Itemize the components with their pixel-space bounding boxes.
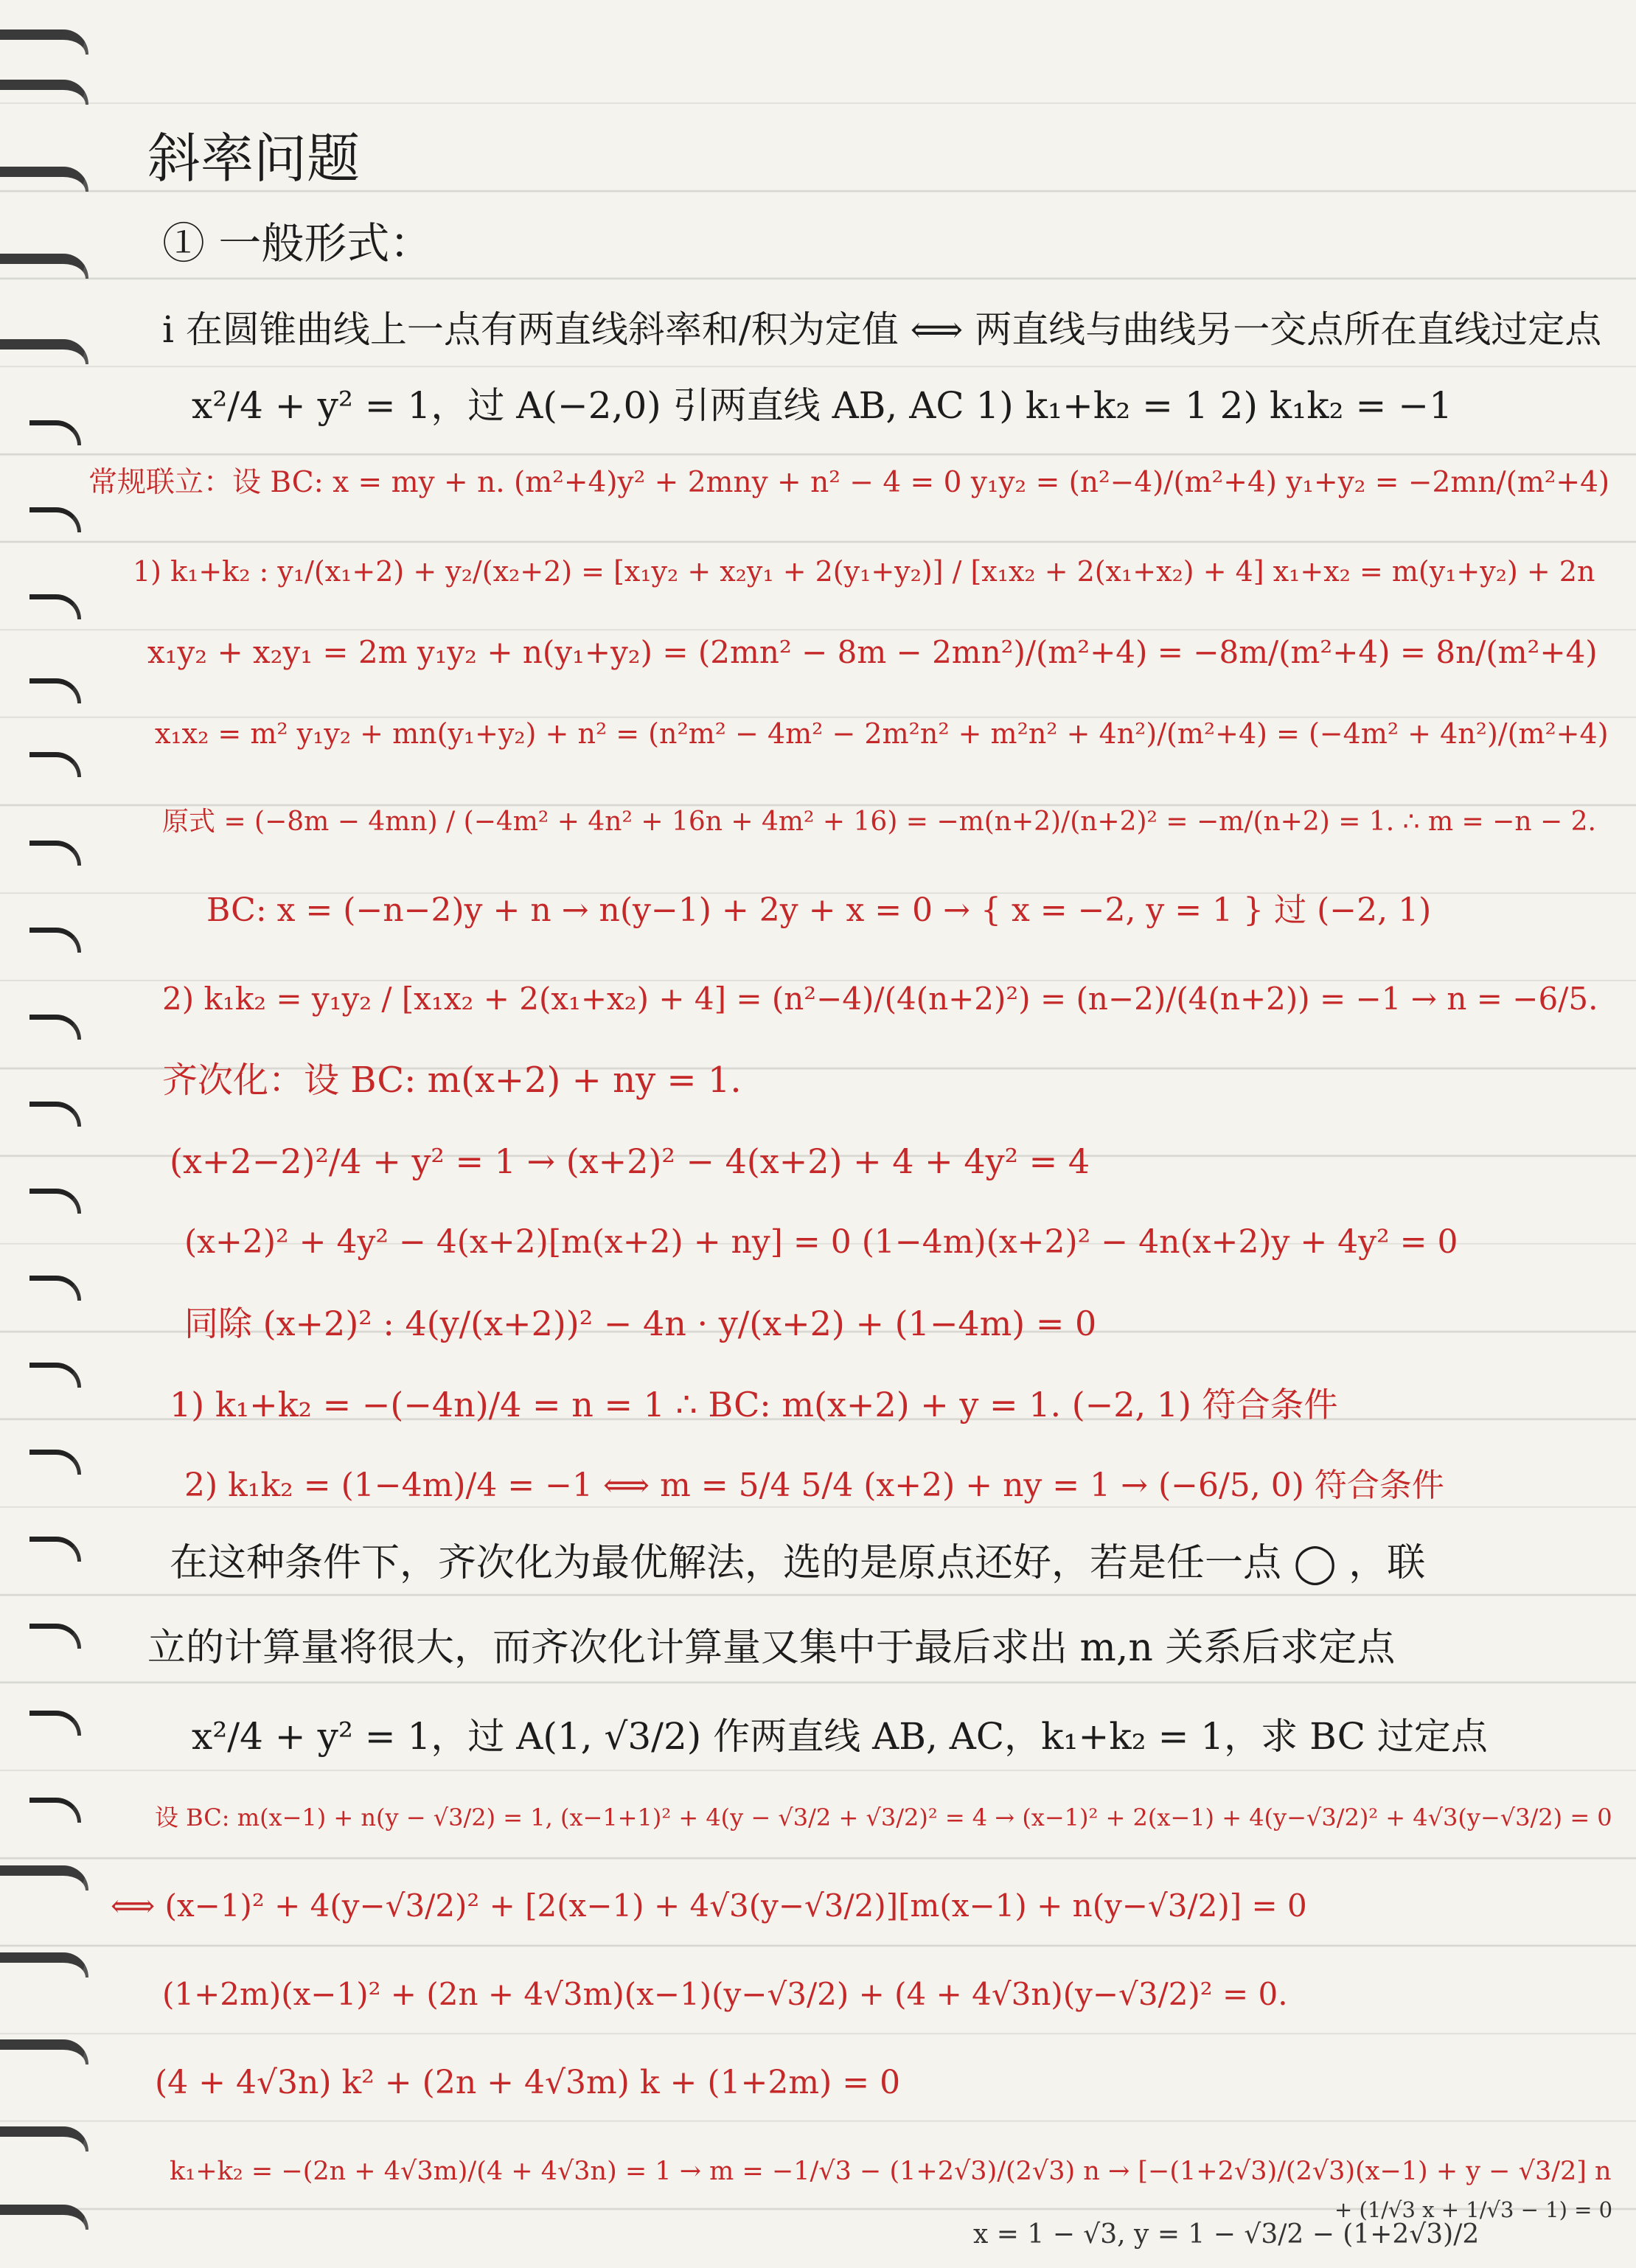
note-line: 原式 = (−8m − 4mn) / (−4m² + 4n² + 16n + 4m² + 16) = −m(n+2)/(n+2)² = −m/(n+2) = 1. ∴ m = −n − 2. [162,807,1596,837]
binding-ring [0,2126,88,2152]
binding-ring [29,1450,81,1475]
note-line: (4 + 4√3n) k² + (2n + 4√3m) k + (1+2m) = 0 [155,2064,901,2101]
binding-ring [29,928,81,953]
binding-ring [29,1624,81,1649]
binding-ring [29,1015,81,1040]
note-line: 2) k₁k₂ = (1−4m)/4 = −1 ⟺ m = 5/4 5/4 (x+2) + ny = 1 → (−6/5, 0) 符合条件 [184,1467,1444,1504]
note-line: (x+2)² + 4y² − 4(x+2)[m(x+2) + ny] = 0 (1−4m)(x+2)² − 4n(x+2)y + 4y² = 0 [184,1223,1458,1261]
binding-ring [29,1798,81,1823]
side-note: + (1/√3 x + 1/√3 − 1) = 0 [1334,2197,1613,2222]
binding-ring [0,2039,88,2064]
binding-ring [0,2205,88,2230]
binding-ring [0,29,88,55]
note-line: 1) k₁+k₂ = −(−4n)/4 = n = 1 ∴ BC: m(x+2) + y = 1. (−2, 1) 符合条件 [170,1385,1338,1425]
binding-ring [0,1865,88,1890]
binding-ring [29,507,81,532]
spiral-binding [0,0,81,2268]
binding-ring [0,254,88,279]
note-line: 1) k₁+k₂ : y₁/(x₁+2) + y₂/(x₂+2) = [x₁y₂ + x₂y₁ + 2(y₁+y₂)] / [x₁x₂ + 2(x₁+x₂) + 4] x₁+x₂ = m(y₁+y₂) + 2n [133,555,1595,588]
note-line: 常规联立：设 BC: x = my + n. (m²+4)y² + 2mny + n² − 4 = 0 y₁y₂ = (n²−4)/(m²+4) y₁+y₂ = −2mn/(m²+4) [88,466,1610,499]
note-line: 设 BC: m(x−1) + n(y − √3/2) = 1, (x−1+1)² + 4(y − √3/2 + √3/2)² = 4 → (x−1)² + 2(x−1) + 4(y−√3/2)² + 4√3(y−√3/2) = 0 [155,1803,1612,1832]
note-line: x₁x₂ = m² y₁y₂ + mn(y₁+y₂) + n² = (n²m² − 4m² − 2m²n² + m²n² + 4n²)/(m²+4) = (−4m² + 4n²)/(m²+4) [155,717,1609,750]
note-line: (x+2−2)²/4 + y² = 1 → (x+2)² − 4(x+2) + 4 + 4y² = 4 [170,1141,1090,1181]
page-title: 斜率问题 [147,128,361,189]
note-line: i 在圆锥曲线上一点有两直线斜率和/积为定值 ⟺ 两直线与曲线另一交点所在直线过定点 [162,308,1602,351]
binding-ring [29,841,81,866]
note-line: x²/4 + y² = 1，过 A(−2,0) 引两直线 AB, AC 1) k₁+k₂ = 1 2) k₁k₂ = −1 [192,384,1452,427]
note-line: x²/4 + y² = 1，过 A(1, √3/2) 作两直线 AB, AC，k₁+k₂ = 1，求 BC 过定点 [192,1715,1488,1758]
side-note: x = 1 − √3, y = 1 − √3/2 − (1+2√3)/2 [973,2219,1480,2250]
note-line: 2) k₁k₂ = y₁y₂ / [x₁x₂ + 2(x₁+x₂) + 4] = (n²−4)/(4(n+2)²) = (n−2)/(4(n+2)) = −1 → n = −6/5. [162,981,1598,1017]
note-line: 在这种条件下，齐次化为最优解法，选的是原点还好，若是任一点 ◯ ，联 [170,1541,1426,1585]
binding-ring [29,594,81,619]
binding-ring [29,1711,81,1736]
note-line: 立的计算量将很大，而齐次化计算量又集中于最后求出 m,n 关系后求定点 [147,1626,1396,1670]
binding-ring [29,1102,81,1127]
note-line: ① 一般形式： [162,218,433,268]
binding-ring [0,1952,88,1977]
note-line: k₁+k₂ = −(2n + 4√3m)/(4 + 4√3n) = 1 → m = −1/√3 − (1+2√3)/(2√3) n → [−(1+2√3)/(2√3)(x−1) + y − √3/2] n [170,2157,1612,2186]
binding-ring [29,1276,81,1301]
note-line: 齐次化：设 BC: m(x+2) + ny = 1. [162,1060,742,1101]
binding-ring [29,1363,81,1388]
binding-ring [29,1189,81,1214]
note-line: x₁y₂ + x₂y₁ = 2m y₁y₂ + n(y₁+y₂) = (2mn² − 8m − 2mn²)/(m²+4) = −8m/(m²+4) = 8n/(m²+4) [147,634,1598,670]
binding-ring [29,678,81,703]
note-line: ⟺ (x−1)² + 4(y−√3/2)² + [2(x−1) + 4√3(y−√3/2)][m(x−1) + n(y−√3/2)] = 0 [111,1888,1307,1924]
binding-ring [29,420,81,445]
binding-ring [0,167,88,192]
binding-ring [0,339,88,364]
binding-ring [29,1537,81,1562]
binding-ring [29,752,81,777]
note-line: (1+2m)(x−1)² + (2n + 4√3m)(x−1)(y−√3/2) + (4 + 4√3n)(y−√3/2)² = 0. [162,1976,1288,2012]
binding-ring [0,80,88,105]
note-line: BC: x = (−n−2)y + n → n(y−1) + 2y + x = 0 → { x = −2, y = 1 } 过 (−2, 1) [206,891,1432,929]
note-line: 同除 (x+2)² : 4(y/(x+2))² − 4n · y/(x+2) + (1−4m) = 0 [184,1304,1097,1343]
